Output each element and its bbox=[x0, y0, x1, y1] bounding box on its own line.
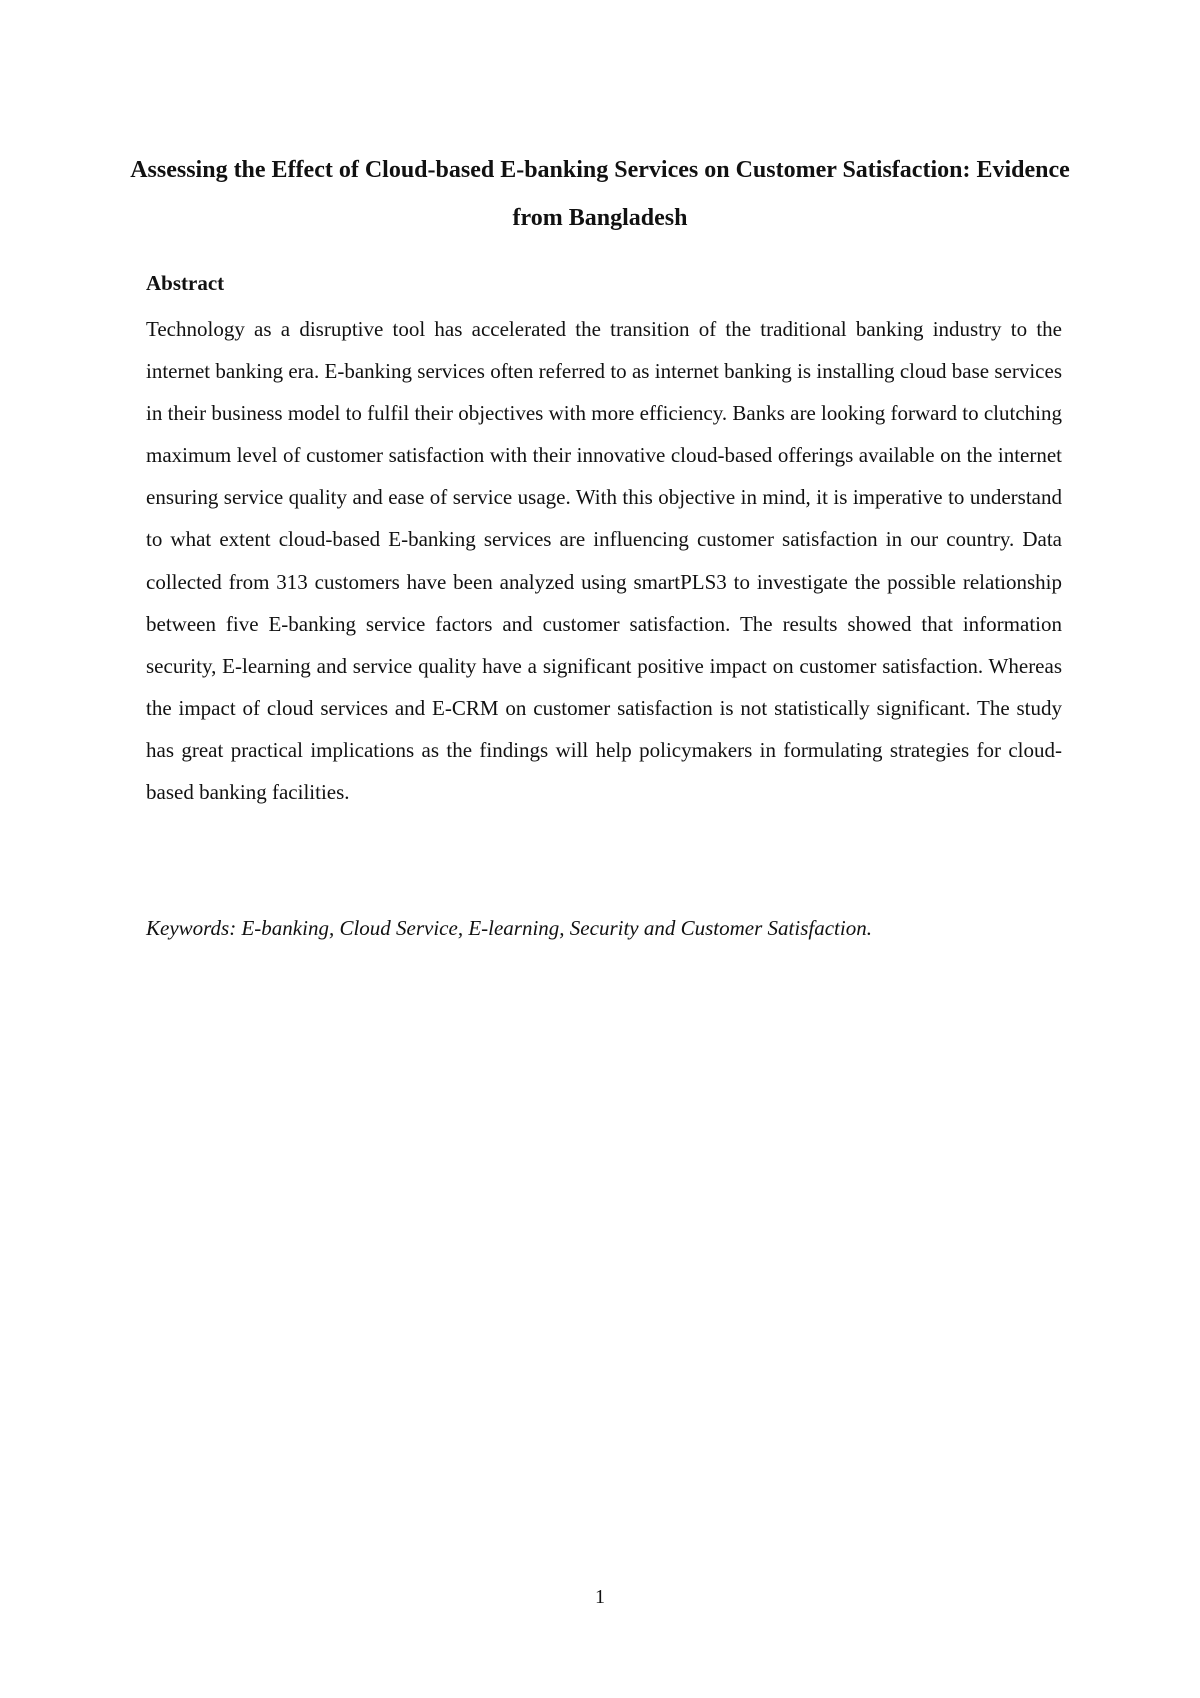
keywords-line: Keywords: E-banking, Cloud Service, E-learning, Security and Customer Satisfaction. bbox=[146, 916, 872, 940]
paper-title: Assessing the Effect of Cloud-based E-banking Services on Customer Satisfaction: Evidence from Bangladesh bbox=[130, 157, 1070, 231]
abstract-heading: Abstract bbox=[146, 271, 225, 295]
abstract-text: Technology as a disruptive tool has accelerated the transition of the traditional banking industry to the internet banking era. E-banking services often referred to as internet banking is installing cloud base services in their business model to fulfil their objectives with more efficiency. Banks are looking forward to clutching maximum level of customer satisfaction with their innovative cloud-based offerings available on the internet ensuring service quality and ease of service usage. With this objective in mind, it is imperative to understand to what extent cloud-based E-banking services are influencing customer satisfaction in our country. Data collected from 313 customers have been analyzed using smartPLS3 to investigate the possible relationship between five E-banking service factors and customer satisfaction. The results showed that information security, E-learning and service quality have a significant positive impact on customer satisfaction. Whereas the impact of cloud services and E-CRM on customer satisfaction is not statistically significant. The study has great practical implications as the findings will help policymakers in formulating strategies for cloud-based banking facilities. bbox=[146, 317, 1062, 805]
page-number: 1 bbox=[595, 1586, 605, 1608]
